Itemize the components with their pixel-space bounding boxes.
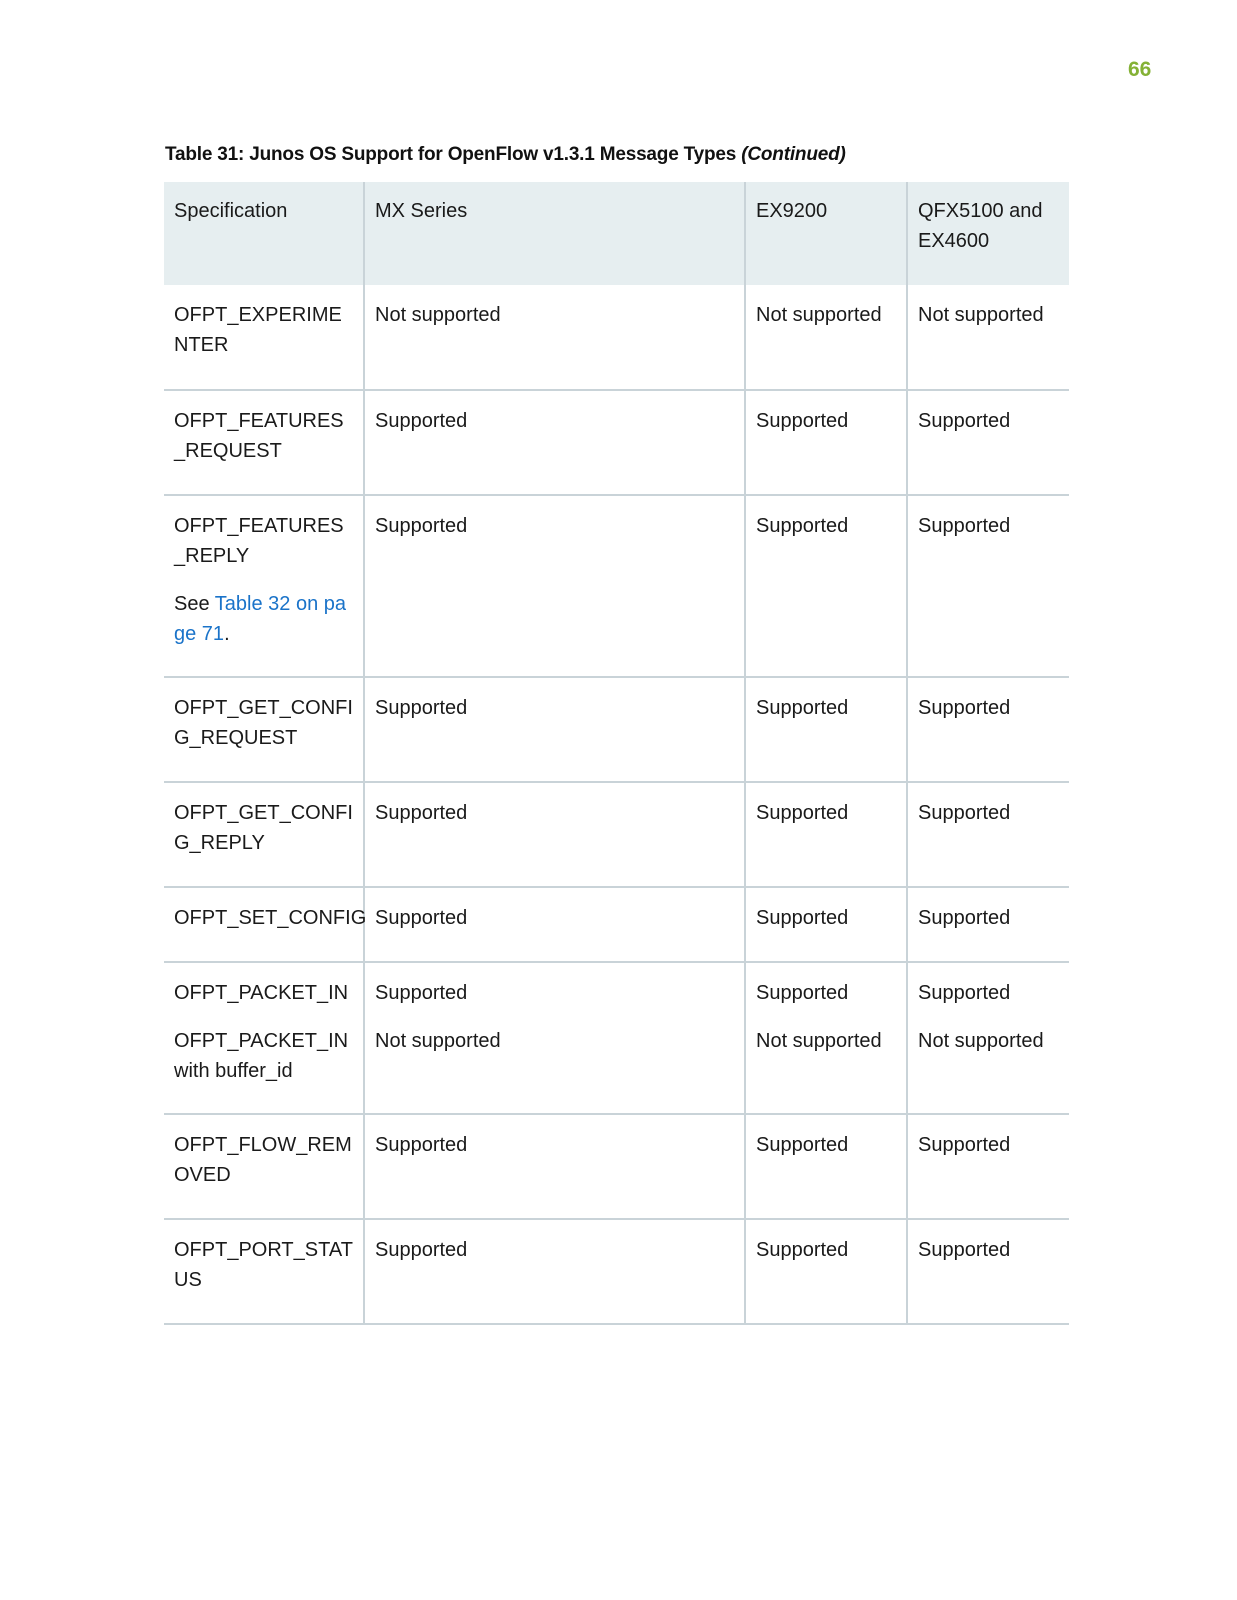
spec-note — [174, 589, 353, 649]
ex9200-value-variant: Not supported — [756, 1030, 882, 1052]
spec-cell: OFPT_FLOW_REMOVED — [164, 1114, 364, 1219]
spec-cell: OFPT_GET_CONFIG_REQUEST — [164, 677, 364, 782]
ex9200-cell: Supported — [745, 677, 907, 782]
mx-cell: Supported — [364, 887, 745, 962]
ex9200-cell — [745, 962, 907, 1114]
table-row — [164, 1219, 1069, 1324]
table-row — [164, 495, 1069, 677]
header-ex9200: EX9200 — [745, 182, 907, 285]
mx-value-variant: Not supported — [375, 1030, 501, 1052]
table-row — [164, 887, 1069, 962]
table-32-link[interactable]: Table 32 on page 71 — [174, 593, 347, 645]
spec-cell — [164, 962, 364, 1114]
mx-cell — [364, 962, 745, 1114]
table-title-main: Table 31: Junos OS Support for OpenFlow v1.3.1 Message Types — [165, 144, 737, 165]
spec-cell — [164, 495, 364, 677]
qfx-cell: Supported — [907, 782, 1069, 887]
table-row — [164, 677, 1069, 782]
spec-name: OFPT_PACKET_IN — [174, 982, 349, 1004]
mx-cell: Supported — [364, 782, 745, 887]
spec-note-suffix: . — [224, 623, 230, 645]
mx-cell: Not supported — [364, 285, 745, 390]
mx-cell: Supported — [364, 390, 745, 495]
mx-cell: Supported — [364, 1114, 745, 1219]
qfx-cell: Supported — [907, 1219, 1069, 1324]
ex9200-cell: Supported — [745, 782, 907, 887]
qfx-cell: Supported — [907, 495, 1069, 677]
mx-cell: Supported — [364, 1219, 745, 1324]
ex9200-cell: Supported — [745, 1114, 907, 1219]
spec-cell: OFPT_FEATURES_REQUEST — [164, 390, 364, 495]
table-row — [164, 1114, 1069, 1219]
ex9200-cell: Supported — [745, 495, 907, 677]
header-qfx5100-ex4600: QFX5100 and EX4600 — [907, 182, 1069, 285]
mx-cell: Supported — [364, 677, 745, 782]
table-row — [164, 285, 1069, 390]
table-row — [164, 962, 1069, 1114]
spec-name: OFPT_FEATURES_REPLY — [174, 515, 344, 567]
spec-cell: OFPT_GET_CONFIG_REPLY — [164, 782, 364, 887]
table-title-continued: (Continued) — [741, 144, 846, 165]
qfx-cell: Supported — [907, 1114, 1069, 1219]
mx-cell: Supported — [364, 495, 745, 677]
table-header-row — [164, 182, 1069, 285]
table-row — [164, 782, 1069, 887]
page-number: 66 — [1128, 58, 1152, 81]
spec-note-prefix: See — [174, 593, 215, 615]
qfx-cell: Not supported — [907, 285, 1069, 390]
ex9200-cell: Supported — [745, 390, 907, 495]
ex9200-value: Supported — [756, 982, 849, 1004]
header-specification: Specification — [164, 182, 364, 285]
table-title — [165, 144, 846, 166]
table-row — [164, 390, 1069, 495]
qfx-cell — [907, 962, 1069, 1114]
spec-cell: OFPT_PORT_STATUS — [164, 1219, 364, 1324]
spec-cell: OFPT_EXPERIMENTER — [164, 285, 364, 390]
qfx-cell: Supported — [907, 390, 1069, 495]
ex9200-cell: Not supported — [745, 285, 907, 390]
qfx-value-variant: Not supported — [918, 1030, 1044, 1052]
mx-value: Supported — [375, 982, 468, 1004]
spec-name-variant: OFPT_PACKET_IN with buffer_id — [174, 1030, 349, 1082]
header-mx-series: MX Series — [364, 182, 745, 285]
openflow-message-types-table — [164, 182, 1069, 1325]
ex9200-cell: Supported — [745, 1219, 907, 1324]
qfx-cell: Supported — [907, 677, 1069, 782]
qfx-cell: Supported — [907, 887, 1069, 962]
ex9200-cell: Supported — [745, 887, 907, 962]
qfx-value: Supported — [918, 982, 1011, 1004]
spec-cell: OFPT_SET_CONFIG — [164, 887, 364, 962]
